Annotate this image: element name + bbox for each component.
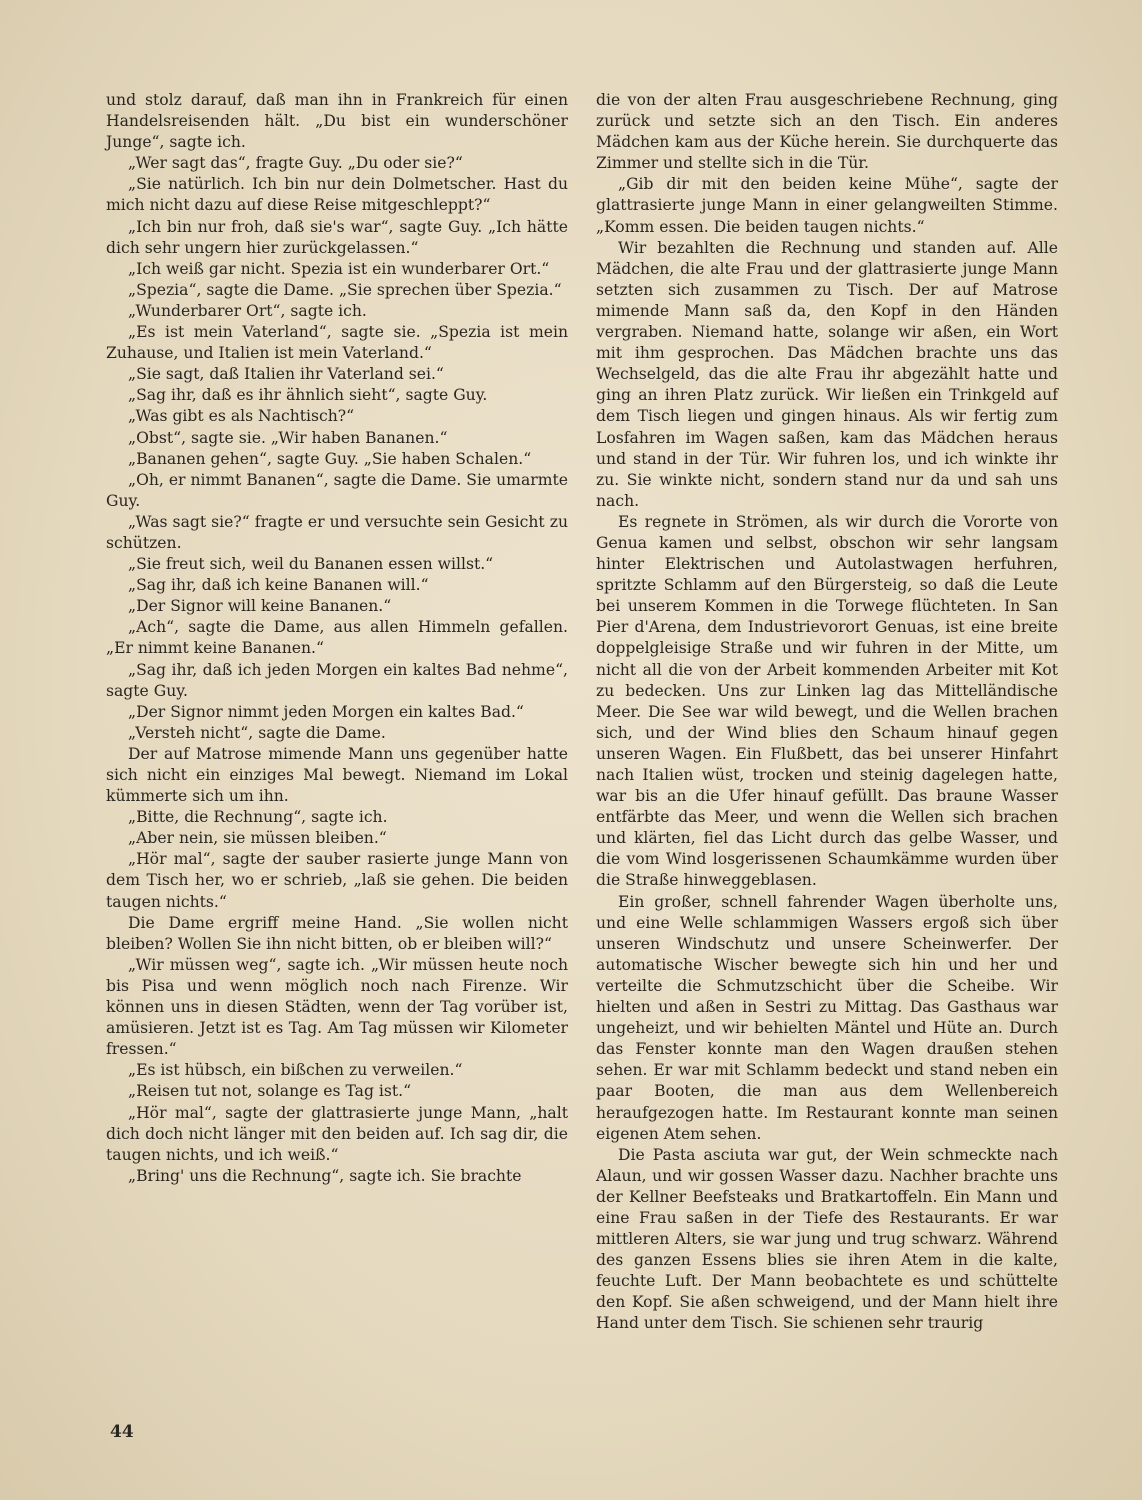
- paragraph: Die Pasta asciuta war gut, der Wein schmeckte nach Alaun, und wir gossen Wasser dazu. Nachher brachte uns der Kellner Beefsteaks und Bratkartoffeln. Ein Mann und eine Frau saßen in der Tiefe des Restaurants. Er war mittleren Alters, sie war jung und trug schwarz. Während des ganzen Essens blies sie ihren Atem in die kalte, feuchte Luft. Der Mann beobachtete es und schüttelte den Kopf. Sie aßen schweigend, und der Mann hielt ihre Hand unter dem Tisch. Sie schienen sehr traurig: [596, 1145, 1058, 1333]
- paragraph: „Sie sagt, daß Italien ihr Vaterland sei.“: [128, 365, 444, 384]
- paragraph: „Versteh nicht“, sagte die Dame.: [128, 723, 386, 742]
- paragraph: „Bitte, die Rechnung“, sagte ich.: [128, 808, 388, 827]
- paragraph: „Sie freut sich, weil du Bananen essen willst.“: [128, 555, 494, 574]
- paragraph: „Sag ihr, daß ich keine Bananen will.“: [128, 576, 429, 595]
- paragraph: „Es ist mein Vaterland“, sagte sie. „Spezia ist mein Zuhause, und Italien ist mein Vaterland.“: [106, 323, 568, 363]
- paragraph: Es regnete in Strömen, als wir durch die Vororte von Genua kamen und selbst, obschon wir sehr langsam hinter Elektrischen und Autolastwagen herfuhren, spritzte Schlamm auf den Bürgersteig, so daß die Leute bei unserem Kommen in die Torwege flüchteten. In San Pier d'Arena, dem Industrievorort Genuas, ist eine breite doppelgleisige Straße und wir fuhren in der Mitte, um nicht all die von der Arbeit kommenden Arbeiter mit Kot zu bedecken. Uns zur Linken lag das Mittelländische Meer. Die See war wild bewegt, und die Wellen brachen sich, und der Wind blies den Schaum hinauf gegen unseren Wagen. Ein Flußbett, das bei unserer Hinfahrt nach Italien wüst, trocken und steinig dagelegen hatte, war bis an die Ufer hinauf gefüllt. Das braune Wasser entfärbte das Meer, und wenn die Wellen sich brachen und klärten, fiel das Licht durch das gelbe Wasser, und die vom Wind losgerissenen Schaumkämme wurden über die Straße hinweggeblasen.: [596, 512, 1058, 890]
- paragraph: „Aber nein, sie müssen bleiben.“: [128, 829, 387, 848]
- paragraph: „Oh, er nimmt Bananen“, sagte die Dame. Sie umarmte Guy.: [106, 470, 568, 510]
- paragraph: „Der Signor nimmt jeden Morgen ein kaltes Bad.“: [128, 702, 524, 721]
- paragraph: „Wer sagt das“, fragte Guy. „Du oder sie?“: [128, 154, 463, 173]
- paragraph: „Es ist hübsch, ein bißchen zu verweilen.“: [128, 1061, 463, 1080]
- paragraph: „Obst“, sagte sie. „Wir haben Bananen.“: [128, 428, 448, 447]
- paragraph: „Bring' uns die Rechnung“, sagte ich. Sie brachte: [128, 1166, 522, 1185]
- paragraph: „Hör mal“, sagte der sauber rasierte junge Mann von dem Tisch her, wo er schrieb, „laß sie gehen. Die beiden taugen nichts.“: [106, 850, 568, 911]
- paragraph: „Hör mal“, sagte der glattrasierte junge Mann, „halt dich doch nicht länger mit den beiden auf. Ich sag dir, die taugen nichts, und ich weiß.“: [106, 1103, 568, 1164]
- paragraph: „Was gibt es als Nachtisch?“: [128, 407, 355, 426]
- left-column: [106, 90, 568, 1187]
- paragraph: „Wir müssen weg“, sagte ich. „Wir müssen heute noch bis Pisa und wenn möglich noch nach Firenze. Wir können uns in diesen Städten, wenn der Tag vorüber ist, amüsieren. Jetzt ist es Tag. Am Tag müssen wir Kilometer fressen.“: [106, 955, 568, 1059]
- paragraph: die von der alten Frau ausgeschriebene Rechnung, ging zurück und setzte sich an den Tisch. Ein anderes Mädchen kam aus der Küche herein. Sie durchquerte das Zimmer und stellte sich in die Tür.: [596, 91, 1058, 173]
- paragraph: „Sag ihr, daß es ihr ähnlich sieht“, sagte Guy.: [128, 386, 488, 405]
- paragraph: Der auf Matrose mimende Mann uns gegenüber hatte sich nicht ein einziges Mal bewegt. Niemand im Lokal kümmerte sich um ihn.: [106, 744, 568, 806]
- right-column: [596, 90, 1058, 1335]
- paragraph: Ein großer, schnell fahrender Wagen überholte uns, und eine Welle schlammigen Wassers ergoß sich über unseren Windschutz und unsere Scheinwerfer. Der automatische Wischer bewegte sich hin und her und verteilte die Schmutzschicht über die Scheibe. Wir hielten und aßen in Sestri zu Mittag. Das Gasthaus war ungeheizt, und wir behielten Mäntel und Hüte an. Durch das Fenster konnte man den Wagen draußen stehen sehen. Er war mit Schlamm bedeckt und stand neben ein paar Booten, die man aus dem Wellenbereich heraufgezogen hatte. Im Restaurant konnte man seinen eigenen Atem sehen.: [596, 892, 1058, 1143]
- paragraph: „Bananen gehen“, sagte Guy. „Sie haben Schalen.“: [128, 449, 532, 468]
- paragraph: „Gib dir mit den beiden keine Mühe“, sagte der glattrasierte junge Mann in einer gelangweilten Stimme. „Komm essen. Die beiden taugen nichts.“: [596, 175, 1058, 236]
- paragraph: „Sie natürlich. Ich bin nur dein Dolmetscher. Hast du mich nicht dazu auf diese Reise mitgeschleppt?“: [106, 175, 568, 215]
- paragraph: „Wunderbarer Ort“, sagte ich.: [128, 301, 367, 320]
- paragraph: „Ach“, sagte die Dame, aus allen Himmeln gefallen. „Er nimmt keine Bananen.“: [106, 618, 568, 658]
- paragraph: Die Dame ergriff meine Hand. „Sie wollen nicht bleiben? Wollen Sie ihn nicht bitten, ob er bleiben will?“: [106, 913, 568, 953]
- paragraph: und stolz darauf, daß man ihn in Frankreich für einen Handelsreisenden hält. „Du bist ein wunderschöner Junge“, sagte ich.: [106, 91, 568, 152]
- paragraph: „Ich weiß gar nicht. Spezia ist ein wunderbarer Ort.“: [128, 259, 550, 278]
- paragraph: „Sag ihr, daß ich jeden Morgen ein kaltes Bad nehme“, sagte Guy.: [106, 660, 568, 700]
- paragraph: „Spezia“, sagte die Dame. „Sie sprechen über Spezia.“: [128, 280, 562, 299]
- page-number: 44: [110, 1422, 134, 1442]
- paragraph: „Ich bin nur froh, daß sie's war“, sagte Guy. „Ich hätte dich sehr ungern hier zurückgelassen.“: [106, 217, 568, 257]
- paragraph: „Der Signor will keine Bananen.“: [128, 597, 392, 616]
- paragraph: „Reisen tut not, solange es Tag ist.“: [128, 1082, 412, 1101]
- paragraph: Wir bezahlten die Rechnung und standen auf. Alle Mädchen, die alte Frau und der glattrasierte junge Mann setzten sich zusammen zu Tisch. Der auf Matrose mimende Mann saß da, den Kopf in den Händen vergraben. Niemand hatte, solange wir aßen, ein Wort mit ihm gesprochen. Das Mädchen brachte uns das Wechselgeld, das die alte Frau ihr abgezählt hatte und ging an ihren Platz zurück. Wir ließen ein Trinkgeld auf dem Tisch liegen und gingen hinaus. Als wir fertig zum Losfahren im Wagen saßen, kam das Mädchen heraus und stand in der Tür. Wir fuhren los, und ich winkte ihr zu. Sie winkte nicht, sondern stand nur da und sah uns nach.: [596, 238, 1058, 510]
- paragraph: „Was sagt sie?“ fragte er und versuchte sein Gesicht zu schützen.: [106, 512, 568, 552]
